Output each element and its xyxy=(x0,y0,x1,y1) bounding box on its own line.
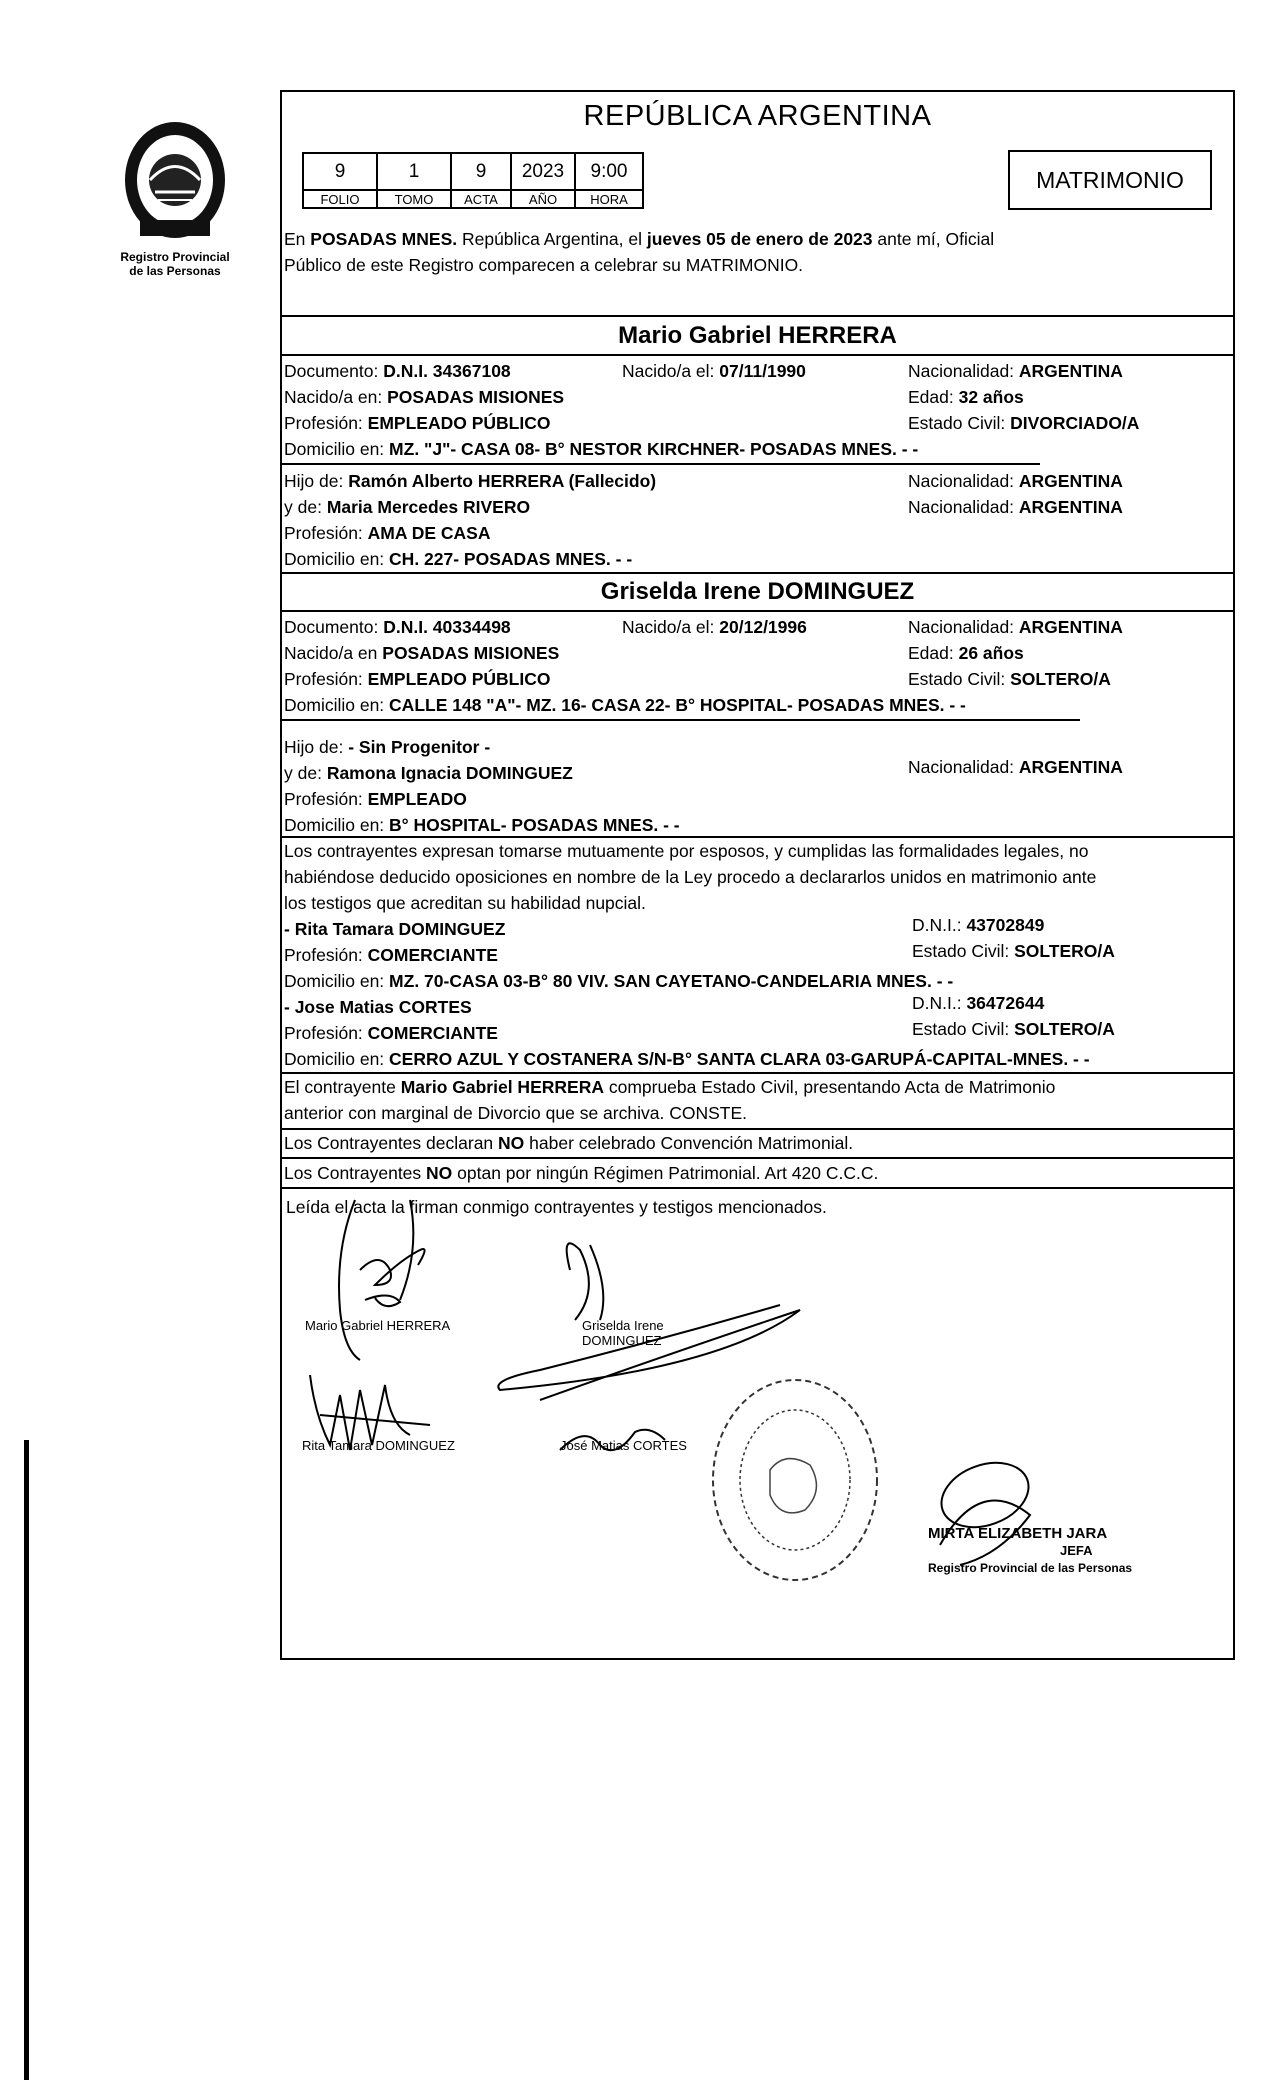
spouse2-mother xyxy=(284,762,573,784)
label: Documento: xyxy=(284,617,384,637)
value: CH. 227- POSADAS MNES. - - xyxy=(389,549,633,569)
intro-paragraph xyxy=(284,226,1229,278)
label: Hijo de: xyxy=(284,471,349,491)
label: Nacionalidad: xyxy=(908,617,1019,637)
label: Domicilio en: xyxy=(284,695,390,715)
acta-value: 9 xyxy=(451,153,511,190)
value: B° HOSPITAL- POSADAS MNES. - - xyxy=(389,815,680,835)
label: Domicilio en: xyxy=(284,439,390,459)
signature-officer xyxy=(920,1455,1050,1575)
tomo-label: TOMO xyxy=(377,190,451,208)
witness2-dni xyxy=(912,992,1044,1014)
spouse2-name: Griselda Irene DOMINGUEZ xyxy=(600,578,915,605)
signature-label-spouse2-line1: Griselda Irene xyxy=(582,1318,664,1333)
officer-office: Registro Provincial de las Personas xyxy=(928,1561,1133,1575)
value: D.N.I. 34367108 xyxy=(383,361,511,381)
closing-text: Leída el acta la firman conmigo contrayentes y testigos mencionados. xyxy=(286,1197,827,1217)
value: SOLTERO/A xyxy=(1014,1019,1115,1039)
registry-caption-line1: Registro Provincial xyxy=(120,250,230,264)
value: ARGENTINA xyxy=(1018,361,1123,381)
label: Nacido/a en: xyxy=(284,387,388,407)
value: MZ. 70-CASA 03-B° 80 VIV. SAN CAYETANO-CANDELARIA MNES. - - xyxy=(389,971,954,991)
note-line1 xyxy=(284,1076,1055,1098)
label: Estado Civil: xyxy=(912,941,1015,961)
value: D.N.I. 40334498 xyxy=(383,617,511,637)
bullet: - xyxy=(284,919,295,939)
label: D.N.I.: xyxy=(912,915,967,935)
value: NO xyxy=(426,1163,453,1183)
signature-label-witness2: José Matias CORTES xyxy=(560,1438,687,1453)
divider xyxy=(280,572,1235,574)
intro-date: jueves 05 de enero de 2023 xyxy=(646,229,873,249)
registry-stamp-icon xyxy=(700,1370,890,1590)
label: D.N.I.: xyxy=(912,993,967,1013)
spouse2-birthplace xyxy=(284,642,559,664)
signature-label-spouse1: Mario Gabriel HERRERA xyxy=(305,1318,451,1333)
spouse2-age xyxy=(908,642,1024,664)
note-line2: anterior con marginal de Divorcio que se archiva. CONSTE. xyxy=(284,1103,747,1123)
spouse2-parent-address xyxy=(284,814,680,836)
spouse2-address xyxy=(284,694,966,716)
label: Domicilio en: xyxy=(284,549,390,569)
convention-line1 xyxy=(284,1132,853,1154)
year-label: AÑO xyxy=(511,190,575,208)
value: Mario Gabriel HERRERA xyxy=(400,1077,604,1097)
value: 32 años xyxy=(958,387,1024,407)
text: Los Contrayentes xyxy=(284,1163,427,1183)
divider xyxy=(280,315,1235,317)
registry-logo xyxy=(100,108,250,298)
divider xyxy=(280,719,1080,721)
value: Rita Tamara DOMINGUEZ xyxy=(294,919,506,939)
spouse1-mother xyxy=(284,496,530,518)
value: 07/11/1990 xyxy=(719,361,806,381)
intro-place: POSADAS MNES. xyxy=(310,229,458,249)
signature-label-witness1: Rita Tamara DOMINGUEZ xyxy=(302,1438,455,1453)
value: SOLTERO/A xyxy=(1014,941,1115,961)
label: Nacido/a el: xyxy=(622,617,720,637)
spouse1-address xyxy=(284,438,918,460)
value: COMERCIANTE xyxy=(367,1023,498,1043)
spouse2-birthdate xyxy=(622,616,807,638)
label: Profesión: xyxy=(284,523,368,543)
text: haber celebrado Convención Matrimonial. xyxy=(524,1133,854,1153)
divider xyxy=(280,463,1040,465)
label: Estado Civil: xyxy=(908,413,1011,433)
intro-text: ante mí, Oficial xyxy=(872,229,995,249)
value: MZ. "J"- CASA 08- B° NESTOR KIRCHNER- POSADAS MNES. - - xyxy=(389,439,919,459)
divider xyxy=(280,610,1235,612)
signature-label-spouse2 xyxy=(582,1318,664,1348)
record-table xyxy=(302,152,644,209)
spouse1-mother-nationality xyxy=(908,496,1123,518)
label: Edad: xyxy=(908,387,959,407)
registry-caption xyxy=(100,250,250,278)
text: comprueba Estado Civil, presentando Acta de Matrimonio xyxy=(603,1077,1056,1097)
spouse1-profession xyxy=(284,412,550,434)
label: Hijo de: xyxy=(284,737,349,757)
spouse2-father xyxy=(284,736,490,758)
value: ARGENTINA xyxy=(1018,471,1123,491)
convention-line2 xyxy=(284,1162,878,1184)
label: y de: xyxy=(284,497,327,517)
value: Ramona Ignacia DOMINGUEZ xyxy=(326,763,573,783)
value: CALLE 148 "A"- MZ. 16- CASA 22- B° HOSPITAL- POSADAS MNES. - - xyxy=(389,695,966,715)
value: 43702849 xyxy=(966,915,1045,935)
label: Nacionalidad: xyxy=(908,497,1019,517)
act-type-box: MATRIMONIO xyxy=(1008,150,1212,210)
value: NO xyxy=(498,1133,525,1153)
spouse1-nationality xyxy=(908,360,1123,382)
value: 26 años xyxy=(958,643,1024,663)
divider xyxy=(280,1157,1235,1159)
hour-label: HORA xyxy=(575,190,643,208)
value: Maria Mercedes RIVERO xyxy=(326,497,531,517)
spouse1-age xyxy=(908,386,1024,408)
intro-text: República Argentina, el xyxy=(457,229,647,249)
value: ARGENTINA xyxy=(1018,617,1123,637)
value: Jose Matias CORTES xyxy=(294,997,472,1017)
spouse1-name: Mario Gabriel HERRERA xyxy=(618,322,897,349)
witness1-name xyxy=(284,918,505,940)
registry-shield-icon xyxy=(100,108,250,248)
spouse2-profession xyxy=(284,668,550,690)
witness1-dni xyxy=(912,914,1044,936)
witness2-name xyxy=(284,996,472,1018)
tomo-value: 1 xyxy=(377,153,451,190)
declaration-line1: Los contrayentes expresan tomarse mutuamente por esposos, y cumplidas las formalidades legales, no xyxy=(284,841,1089,861)
label: Profesión: xyxy=(284,669,368,689)
label: Profesión: xyxy=(284,413,368,433)
witness2-address xyxy=(284,1048,1090,1070)
folio-label: FOLIO xyxy=(303,190,377,208)
officer-name: MIRTA ELIZABETH JARA xyxy=(928,1525,1108,1542)
hour-value: 9:00 xyxy=(575,153,643,190)
intro-text: En xyxy=(284,229,311,249)
witness1-civil-status xyxy=(912,940,1115,962)
label: Nacionalidad: xyxy=(908,361,1019,381)
acta-label: ACTA xyxy=(451,190,511,208)
divider xyxy=(280,354,1235,356)
text: optan por ningún Régimen Patrimonial. Art 420 C.C.C. xyxy=(452,1163,879,1183)
witness1-address xyxy=(284,970,953,992)
signature-spouse1 xyxy=(300,1190,480,1370)
spouse1-birthplace xyxy=(284,386,564,408)
label: Domicilio en: xyxy=(284,971,390,991)
country-title: REPÚBLICA ARGENTINA xyxy=(583,100,932,132)
value: Ramón Alberto HERRERA (Fallecido) xyxy=(348,471,657,491)
value: 20/12/1996 xyxy=(719,617,807,637)
value: SOLTERO/A xyxy=(1010,669,1111,689)
declaration-line3: los testigos que acreditan su habilidad nupcial. xyxy=(284,893,646,913)
label: Estado Civil: xyxy=(912,1019,1015,1039)
label: Documento: xyxy=(284,361,384,381)
spouse2-parent-profession xyxy=(284,788,467,810)
divider xyxy=(280,1128,1235,1130)
declaration-line2: habiéndose deducido oposiciones en nombre de la Ley procedo a declararlos unidos en matrimonio ante xyxy=(284,867,1097,887)
witness1-profession xyxy=(284,944,498,966)
spouse1-father-nationality xyxy=(908,470,1123,492)
officer-title: JEFA xyxy=(1060,1543,1093,1558)
spouse1-parent-profession xyxy=(284,522,490,544)
label: Edad: xyxy=(908,643,959,663)
spouse2-civil-status xyxy=(908,668,1111,690)
label: Nacido/a en xyxy=(284,643,383,663)
value: EMPLEADO xyxy=(367,789,467,809)
label: Domicilio en: xyxy=(284,815,390,835)
spouse2-document xyxy=(284,616,511,638)
value: AMA DE CASA xyxy=(367,523,491,543)
label: Nacionalidad: xyxy=(908,471,1019,491)
label: Profesión: xyxy=(284,1023,368,1043)
value: POSADAS MISIONES xyxy=(387,387,565,407)
label: Nacido/a el: xyxy=(622,361,720,381)
value: POSADAS MISIONES xyxy=(382,643,560,663)
witness2-civil-status xyxy=(912,1018,1115,1040)
value: EMPLEADO PÚBLICO xyxy=(367,669,551,689)
spouse1-father xyxy=(284,470,656,492)
spouse2-mother-nationality xyxy=(908,756,1123,778)
spouse1-civil-status xyxy=(908,412,1139,434)
scan-margin-bar xyxy=(24,1440,29,2080)
divider xyxy=(280,1072,1235,1074)
spouse2-nationality xyxy=(908,616,1123,638)
bullet: - xyxy=(284,997,295,1017)
signature-label-spouse2-line2: DOMINGUEZ xyxy=(582,1333,662,1348)
spouse1-document xyxy=(284,360,511,382)
value: ARGENTINA xyxy=(1018,757,1123,777)
value: 36472644 xyxy=(966,993,1045,1013)
folio-value: 9 xyxy=(303,153,377,190)
text: El contrayente xyxy=(284,1077,401,1097)
year-value: 2023 xyxy=(511,153,575,190)
value: EMPLEADO PÚBLICO xyxy=(367,413,551,433)
label: Domicilio en: xyxy=(284,1049,390,1069)
witness2-profession xyxy=(284,1022,498,1044)
value: CERRO AZUL Y COSTANERA S/N-B° SANTA CLARA 03-GARUPÁ-CAPITAL-MNES. - - xyxy=(389,1049,1090,1069)
divider xyxy=(280,836,1235,838)
label: y de: xyxy=(284,763,327,783)
value: - Sin Progenitor - xyxy=(348,737,491,757)
value: ARGENTINA xyxy=(1018,497,1123,517)
value: DIVORCIADO/A xyxy=(1010,413,1140,433)
spouse1-birthdate xyxy=(622,360,806,382)
label: Estado Civil: xyxy=(908,669,1011,689)
value: COMERCIANTE xyxy=(367,945,498,965)
label: Profesión: xyxy=(284,789,368,809)
registry-caption-line2: de las Personas xyxy=(129,264,221,278)
label: Profesión: xyxy=(284,945,368,965)
text: Los Contrayentes declaran xyxy=(284,1133,499,1153)
intro-line2: Público de este Registro comparecen a celebrar su MATRIMONIO. xyxy=(284,255,804,275)
spouse1-parent-address xyxy=(284,548,632,570)
label: Nacionalidad: xyxy=(908,757,1019,777)
divider xyxy=(280,1187,1235,1189)
